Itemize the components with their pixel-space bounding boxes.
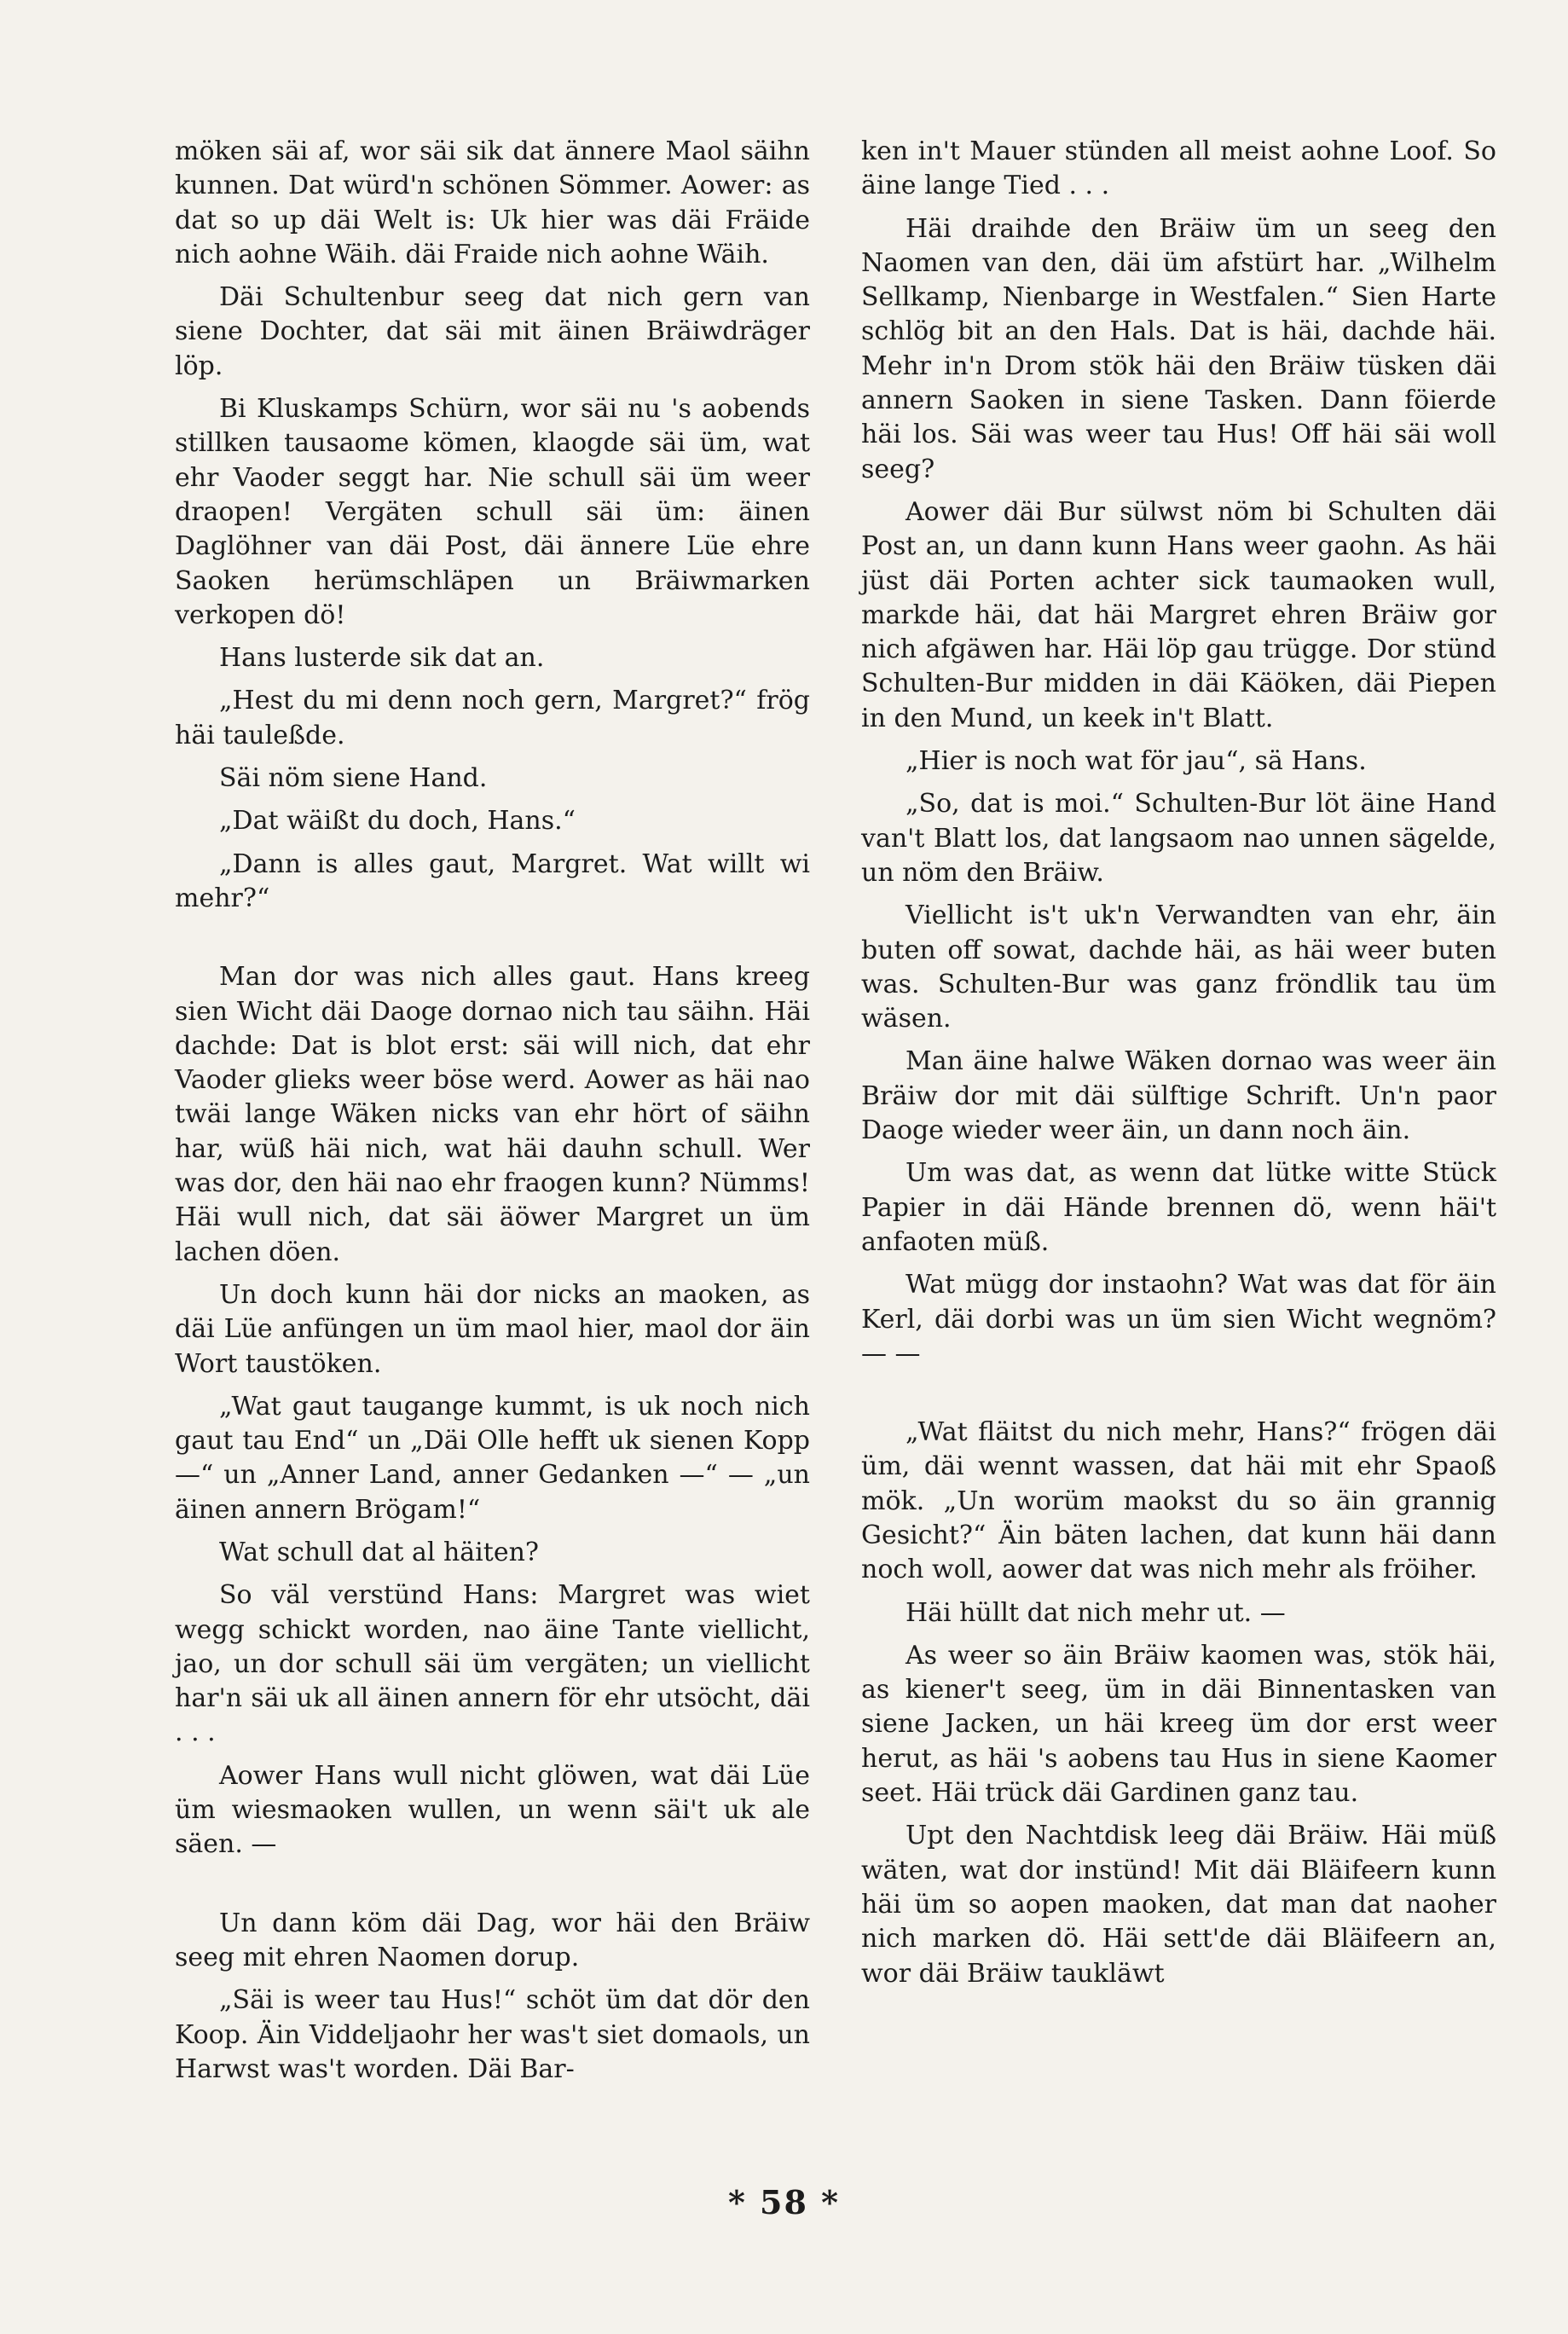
paragraph: Häi draihde den Bräiw üm un seeg den Naomen van den, däi üm afstürt har. „Wilhelm Sellkamp, Nienbarge in Westfalen.“ Sien Harte schlög bit an den Hals. Dat is häi, dachde häi. Mehr in'n Drom stök häi den Bräiw tüsken däi annern Saoken in siene Tasken. Dann föierde häi los. Säi was weer tau Hus! Off häi säi woll seeg? bbox=[861, 213, 1496, 484]
paragraph: ken in't Mauer stünden all meist aohne Loof. So äine lange Tied . . . bbox=[861, 136, 1496, 201]
paragraph: „Dann is alles gaut, Margret. Wat willt wi mehr?“ bbox=[175, 848, 810, 913]
paragraph: Häi hüllt dat nich mehr ut. — bbox=[906, 1597, 1286, 1628]
paragraph: Säi nöm siene Hand. bbox=[219, 763, 488, 794]
paragraph: „Hest du mi denn noch gern, Margret?“ frög häi tauleßde. bbox=[175, 686, 810, 750]
paragraph: „Wat fläitst du nich mehr, Hans?“ frögen däi üm, däi wennt wassen, dat häi mit ehr Spaoß mök. „Un worüm maokst du so äin grannig Gesicht?“ Äin bäten lachen, dat kunn häi dann noch woll, aower dat was nich mehr als fröiher. bbox=[861, 1417, 1496, 1585]
paragraph: „So, dat is moi.“ Schulten-Bur löt äine Hand van't Blatt los, dat langsaom nao unnen sägelde, un nöm den Bräiw. bbox=[861, 789, 1496, 888]
paragraph: möken säi af, wor säi sik dat ännere Maol säihn kunnen. Dat würd'n schönen Sömmer. Aower: as dat so up däi Welt is: Uk hier was däi Fräide nich aohne Wäih. däi Fraide nich aohne Wäih. bbox=[175, 136, 810, 269]
page-number: * 58 * bbox=[727, 2183, 841, 2221]
paragraph: As weer so äin Bräiw kaomen was, stök häi, as kiener't seeg, üm in däi Binnentasken van siene Jacken, un häi kreeg üm dor erst weer herut, as häi 's aobens tau Hus in siene Kaomer seet. Häi trück däi Gardinen ganz tau. bbox=[861, 1640, 1496, 1809]
paragraph: Man dor was nich alles gaut. Hans kreeg sien Wicht däi Daoge dornao nich tau säihn. Häi dachde: Dat is blot erst: säi will nich, dat ehr Vaoder glieks weer böse werd. Aower as häi nao twäi lange Wäken nicks van ehr hört of säihn har, wüß häi nich, wat häi dauhn schull. Wer was dor, den häi nao ehr fraogen kunn? Nümms! Häi wull nich, dat säi äöwer Margret un üm lachen döen. bbox=[175, 962, 810, 1267]
paragraph: Wat mügg dor instaohn? Wat was dat för äin Kerl, däi dorbi was un üm sien Wicht wegnöm? — — bbox=[861, 1270, 1496, 1369]
paragraph: Upt den Nachtdisk leeg däi Bräiw. Häi müß wäten, wat dor instünd! Mit däi Bläifeern kunn häi üm so aopen maoken, dat man dat naoher nich marken dö. Häi sett'de däi Bläifeern an, wor däi Bräiw taukläwt bbox=[861, 1821, 1496, 1989]
paragraph: „Hier is noch wat för jau“, sä Hans. bbox=[906, 746, 1367, 777]
paragraph: Wat schull dat al häiten? bbox=[219, 1537, 539, 1567]
right-text-column bbox=[861, 135, 1496, 2000]
paragraph: Um was dat, as wenn dat lütke witte Stück Papier in däi Hände brennen dö, wenn häi't anfaoten müß. bbox=[861, 1158, 1496, 1257]
paragraph: Aower däi Bur sülwst nöm bi Schulten däi Post an, un dann kunn Hans weer gaohn. As häi jüst däi Porten achter sick taumaoken wull, markde häi, dat häi Margret ehren Bräiw gor nich afgäwen har. Häi löp gau trügge. Dor stünd Schulten-Bur midden in däi Käöken, däi Piepen in den Mund, un keek in't Blatt. bbox=[861, 496, 1496, 733]
paragraph: „Säi is weer tau Hus!“ schöt üm dat dör den Koop. Äin Viddeljaohr her was't siet domaols, un Harwst was't worden. Däi Bar- bbox=[175, 1985, 810, 2084]
paragraph: „Wat gaut taugange kummt, is uk noch nich gaut tau End“ un „Däi Olle hefft uk sienen Kopp —“ un „Anner Land, anner Gedanken —“ — „un äinen annern Brögam!“ bbox=[175, 1391, 810, 1525]
paragraph: Man äine halwe Wäken dornao was weer äin Bräiw dor mit däi sülftige Schrift. Un'n paor Daoge wieder weer äin, un dann noch äin. bbox=[861, 1046, 1496, 1146]
paragraph: Un dann köm däi Dag, wor häi den Bräiw seeg mit ehren Naomen dorup. bbox=[175, 1908, 810, 1972]
paragraph: So väl verstünd Hans: Margret was wiet wegg schickt worden, nao äine Tante viellicht, jao, un dor schull säi üm vergäten; un viellicht har'n säi uk all äinen annern för ehr utsöcht, däi . . . bbox=[175, 1580, 810, 1748]
paragraph: Aower Hans wull nicht glöwen, wat däi Lüe üm wiesmaoken wullen, un wenn säi't uk ale säen. — bbox=[175, 1760, 810, 1860]
paragraph: Bi Kluskamps Schürn, wor säi nu 's aobends stillken tausaome kömen, klaogde säi üm, wat ehr Vaoder seggt har. Nie schull säi üm weer draopen! Vergäten schull säi üm: äinen Daglöhner van däi Post, däi ännere Lüe ehre Saoken herümschläpen un Bräiwmarken verkopen dö! bbox=[175, 394, 810, 630]
paragraph: Viellicht is't uk'n Verwandten van ehr, äin buten off sowat, dachde häi, as häi weer buten was. Schulten-Bur was ganz fröndlik tau üm wäsen. bbox=[861, 901, 1496, 1034]
paragraph: Un doch kunn häi dor nicks an maoken, as däi Lüe anfüngen un üm maol hier, maol dor äin Wort taustöken. bbox=[175, 1279, 810, 1379]
left-text-column bbox=[175, 135, 810, 2095]
paragraph: Däi Schultenbur seeg dat nich gern van siene Dochter, dat säi mit äinen Bräiwdräger löp. bbox=[175, 282, 810, 381]
paragraph: „Dat wäißt du doch, Hans.“ bbox=[219, 806, 576, 837]
paragraph: Hans lusterde sik dat an. bbox=[219, 643, 545, 674]
